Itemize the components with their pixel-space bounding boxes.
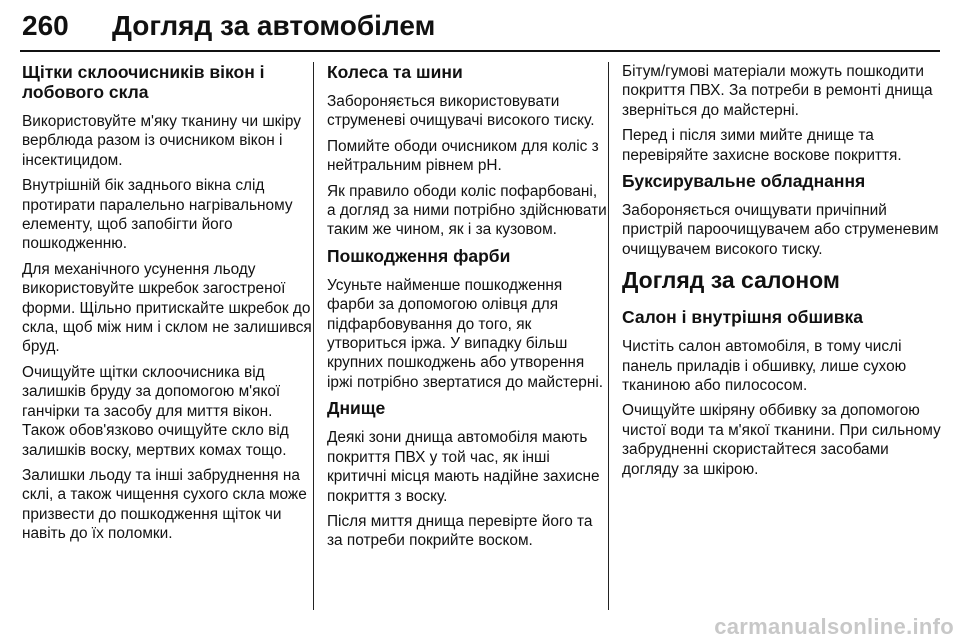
- column-divider-1: [313, 62, 314, 610]
- paragraph: Забороняється використовувати струменеві очищувачі високого тиску.: [327, 93, 595, 130]
- paragraph: Після миття днища перевірте його та за потреби покрийте воском.: [327, 512, 593, 550]
- section-heading-underbody: Днище: [327, 398, 386, 419]
- paragraph: Деякі зони днища автомобіля мають покриття ПВХ у той час, як інші критичні місця мають надійне захисне покриття з воску.: [327, 429, 600, 505]
- section-heading-towing: Буксирувальне обладнання: [622, 171, 866, 192]
- paragraph: Використовуйте м'яку тканину чи шкіру верблюда разом із очисником вікон і інсектицидом.: [22, 113, 301, 169]
- column-middle: [327, 62, 607, 557]
- paragraph: Забороняється очищувати причіпний пристрій пароочищувачем або струменевим очищувачем високого тиску.: [622, 202, 939, 258]
- paragraph: Залишки льоду та інші забруднення на склі, а також чищення сухого скла може призвести до пошкодження щіток чи навіть до їх поломки.: [22, 466, 307, 543]
- paragraph: Помийте ободи очисником для коліс з нейтральним рівнем pH.: [327, 137, 599, 175]
- paragraph: Очищуйте шкіряну оббивку за допомогою чистої води та м'якої тканини. При сильному забрудненні скористайтеся засобами догляду за шкірою.: [622, 402, 941, 478]
- paragraph: Очищуйте щітки склоочисника від залишків бруду за допомогою м'якої ганчірки та засобу для миття вікон. Також обов'язково очищуйте скло від залишків воску, мертвих комах тощо.: [22, 363, 289, 459]
- column-left: [22, 62, 312, 550]
- paragraph: Бітум/гумові матеріали можуть пошкодити покриття ПВХ. За потреби в ремонті днища зверніться до майстерні.: [622, 63, 933, 119]
- section-heading-interior-trim: Салон і внутрішня обшивка: [622, 307, 864, 328]
- paragraph: Чистіть салон автомобіля, в тому числі панель приладів і обшивку, лише сухою тканиною або пилососом.: [622, 338, 907, 395]
- column-divider-2: [608, 62, 609, 610]
- page-header: [22, 10, 938, 50]
- page-number: 260: [22, 10, 69, 41]
- site-watermark: carmanualsonline.info: [714, 614, 954, 639]
- section-heading-wheels: Колеса та шини: [327, 62, 463, 82]
- paragraph: Перед і після зими мийте днище та перевіряйте захисне воскове покриття.: [622, 127, 902, 164]
- page-title: Догляд за автомобілем: [112, 10, 436, 41]
- paragraph: Внутрішній бік заднього вікна слід протирати паралельно нагрівальному елементу, щоб запобігти його пошкодженню.: [22, 177, 293, 253]
- paragraph: Як правило ободи коліс пофарбовані, а догляд за ними потрібно здійснювати таким же чином, як і за кузовом.: [327, 182, 607, 239]
- paragraph: Усуньте найменше пошкодження фарби за допомогою олівця для підфарбовування до того, як утвориться іржа. У випадку більш крупних пошкоджень або утворення іржі потрібно звертатися до майстерні.: [327, 276, 604, 391]
- section-heading-paint-damage: Пошкодження фарби: [327, 245, 511, 266]
- section-heading-wipers: Щітки склоочисників вікон і лобового скла: [22, 62, 265, 102]
- column-right: [622, 62, 942, 485]
- header-divider: [20, 50, 940, 52]
- paragraph: Для механічного усунення льоду використовуйте шкребок загостреної форми. Щільно притискайте шкребок до скла, щоб між ним і склом не залишився бруд.: [22, 260, 312, 356]
- chapter-heading-interior-care: Догляд за салоном: [622, 267, 840, 294]
